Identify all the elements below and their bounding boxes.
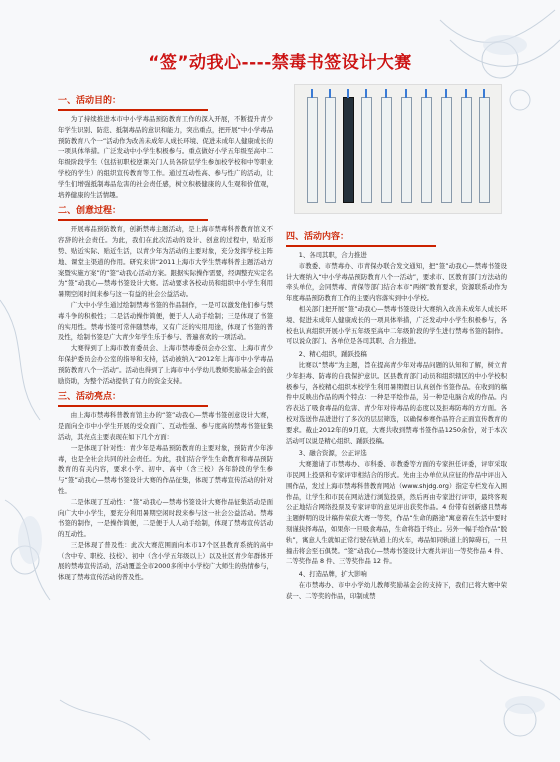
right-column [286,228,507,602]
content-subheading: 3、融合资源，公正评选 [298,449,367,458]
creative-process-paragraph: 开展毒品预防教育，创新禁毒主题活动，是上海市禁毒科普教育馆义不容辞的社会责任。为此，我们在此次活动的设计、创意的过程中，贴近形势、贴近实际、贴近生活，以青少年为活动的主要对象，充分发挥学校主阵地、课堂主渠道的作用。研究来讲“2011上海市大学生禁毒科普主题活动方案暨实施方案”的“签”动我心活动方案。跟据实际操作需要，经调整充实定名为“签”动我心—禁毒书签设计大赛。活动要求各校动员和组织中小学生利用暑期空闲时间来参与这一有益的社会公益活动。 [58,225,273,299]
content-paragraph: 在市禁毒办、市中小学幼儿教师奖励基金会的支持下，我们已将大赛中荣获一、二等奖的作品，印制成禁 [286,580,507,600]
creative-process-paragraph: 大赛得到了上海市教育委员会、上海市禁毒委员会办公室、上海市青少年保护委员会办公室的指导和支持，活动被纳入“2012年上海市中小学毒品预防教育八个一活动”。活动也得到了上海市中小学幼儿教师奖励基金会的鼓励资助，为整个活动提供了有力的资金支持。 [58,344,273,385]
creative-process-paragraph: 广大中小学生通过绘制禁毒书签的作品制作，一是可以激发他们参与禁毒斗争的积极性；二是活动操作简便，便于人人动手绘制；三是体现了书签的实用性。禁毒书签可常伴随禁毒，又有广泛的实用用途，体现了书签的普及性，绘制书签是广大青少年学生乐于参与、普遍喜欢的一项活动。 [58,300,273,342]
highlights-paragraph: 三是体现了普及性：此次大赛范围面向本市17个区县教育系统的高中（含中专、职校、技校）、初中（含小学五年级以上）以及社区青少年群体开展的禁毒宣传活动，活动覆盖全市2000多所中小学校广大师生的热情参与，体现了禁毒宣传活动的普及性。 [58,540,273,582]
bookmark [479,97,490,203]
highlights-paragraph: 二是体现了互动性：“签”动我心—禁毒书签设计大赛作品征集活动是面向广大中小学生，要充分利用暑期空闲时段来参与这一社会公益活动。禁毒书签的制作，一是操作简便，二是便于人人动手绘制，体现了禁毒宣传活动的互动性。 [58,497,273,539]
bookmark [441,97,452,203]
section-heading-purpose: 一、活动目的： [58,94,208,111]
highlights-paragraph: 一是体现了针对性：青少年是毒品预防教育的主要对象，预防青少年涉毒，也是全社会共同的社会责任。为此，我们结合学生生命教育和毒品预防教育的有关内容，要求小学、初中、高中（含三校）各年龄段的学生参与“签”动我心—禁毒书签设计大赛的作品征集，体现了禁毒宣传活动的针对性。 [58,443,273,495]
content-paragraph: 市教委、市禁毒办、市青保办联合发文通知，把“签”动我心—禁毒书签设计大赛纳入“中小学毒品预防教育八个一活动”，要求市、区教育部门方法动的牵头单位，会同禁毒、青保等部门结合本市“两纲”教育要求，资源联系动作为年度毒品预防教育工作的主要内容落实到中小学校。 [286,261,507,303]
content-subheading: 2、精心组织，踊跃投稿 [298,350,367,359]
left-column [58,92,273,583]
content-paragraph: 相关部门把开展“签”动我心—禁毒书签设计大赛纳入改善未成年人成长环境、促进未成年人健康成长的一项具体举措，广泛发动中小学生积极参与，各校也认真组织开展小学五年级至高中二年级阶段的学生进行禁毒书签的制作。可以说众部门、各单位是各司其职、合力推进。 [286,304,507,346]
bookmark [381,97,392,203]
bookmark [461,97,472,203]
bookmark [325,97,336,203]
content-paragraph: 比赛以“禁毒”为主题，旨在提高青少年对毒品问题的认知和了解，树立青少年拒毒、防毒的自我保护意识。区县教育部门动员和组织辖区的中小学校积极参与，各校精心组织本校学生利用暑期假日认真创作书签作品。在收到的稿件中反映出作品的两个特点：一种是平绘作品，另一种是电脑合成的作品。内容表达了吸食毒品的危害、青少年对待毒品的态度以及拒毒防毒的方方面。各校对选送作品进进行了多次的层层筛选，以确保参赛作品符合正面宣传教育的要求。截止2012年的9月底，大赛共收到禁毒书签作品1250余份，对于本次活动可以说是精心组织、踊跃投稿。 [286,360,507,445]
section-heading-content: 四、活动内容： [286,230,436,247]
content-subheading: 4、打造品牌，扩大影响 [298,570,367,579]
section-heading-creative-process: 二、创意过程： [58,204,208,221]
content-paragraph: 大赛邀请了市禁毒办、市科委、市教委等方面的专家担任评委，评审采取市民网上投票和专家评审相结合的形式。先由主办单位从应征的作品中评出入围作品，发过上海市禁毒科普教育网站（www.shjdg.org）指定专栏发布入围作品，让学生和市民在网站进行浏览投票，然后再由专家进行评审，最终客观公正地结合网络投票及专家评审的意见评出获奖作品。4 份带有创新感且禁毒主题鲜明的设计稿件荣获大赛一等奖，作品“生命的路途”寓意着在生活中要时刻谨抉择毒品，如果你一旦吸食毒品，生命将趋于终止。另外一幅手绘作品“脱轨”，寓意人生就如正常行驶在轨道上的火车，毒品如同轨道上的障碍石，一旦撞击将会至石俱焚。“签”动我心—禁毒书签设计大赛共评出一等奖作品 4 件、二等奖作品 8 件、三等奖作品 12 件。 [286,460,507,566]
bookmark-photo [294,84,502,214]
bookmark [343,97,354,203]
section-heading-highlights: 三、活动亮点： [58,390,208,407]
section-text-purpose: 为了持续推进本市中小学毒品预防教育工作的深入开展，不断提升青少年学生识别、防范、抵制毒品的意识和能力，突出重点，把开展“中小学毒品预防教育八个一”活动作为改善未成年人成长环境、促进未成年人健康成长的一项具体举措。广泛发动中小学生积极参与。重点做好小学五年级至高中二年级阶段学生（包括初职校逆课关门人员各阶层学生参加校学校和中等职业学校的学生）的组织宣传教育等工作。通过互动性高、参与性广的活动，让学生们增强抵制毒品危害的社会责任感，树立积极健康的人生观和价值观，培养健康的生活情趣。 [58,115,273,199]
highlights-paragraph: 由上海市禁毒科普教育馆主办的“签”动我心—禁毒书签创意设计大赛，是面向全市中小学生开展的受众面广、互动性强、参与度高的禁毒书签征集活动，其亮点主要表现在如下几个方面： [58,411,273,441]
bookmark [361,97,372,203]
bookmark [307,97,318,203]
bookmark [401,97,412,203]
bookmark [421,97,432,203]
content-subheading: 1、各司其职，合力推进 [298,251,367,259]
page-title: “签”动我心----禁毒书签设计大赛 [148,53,412,73]
